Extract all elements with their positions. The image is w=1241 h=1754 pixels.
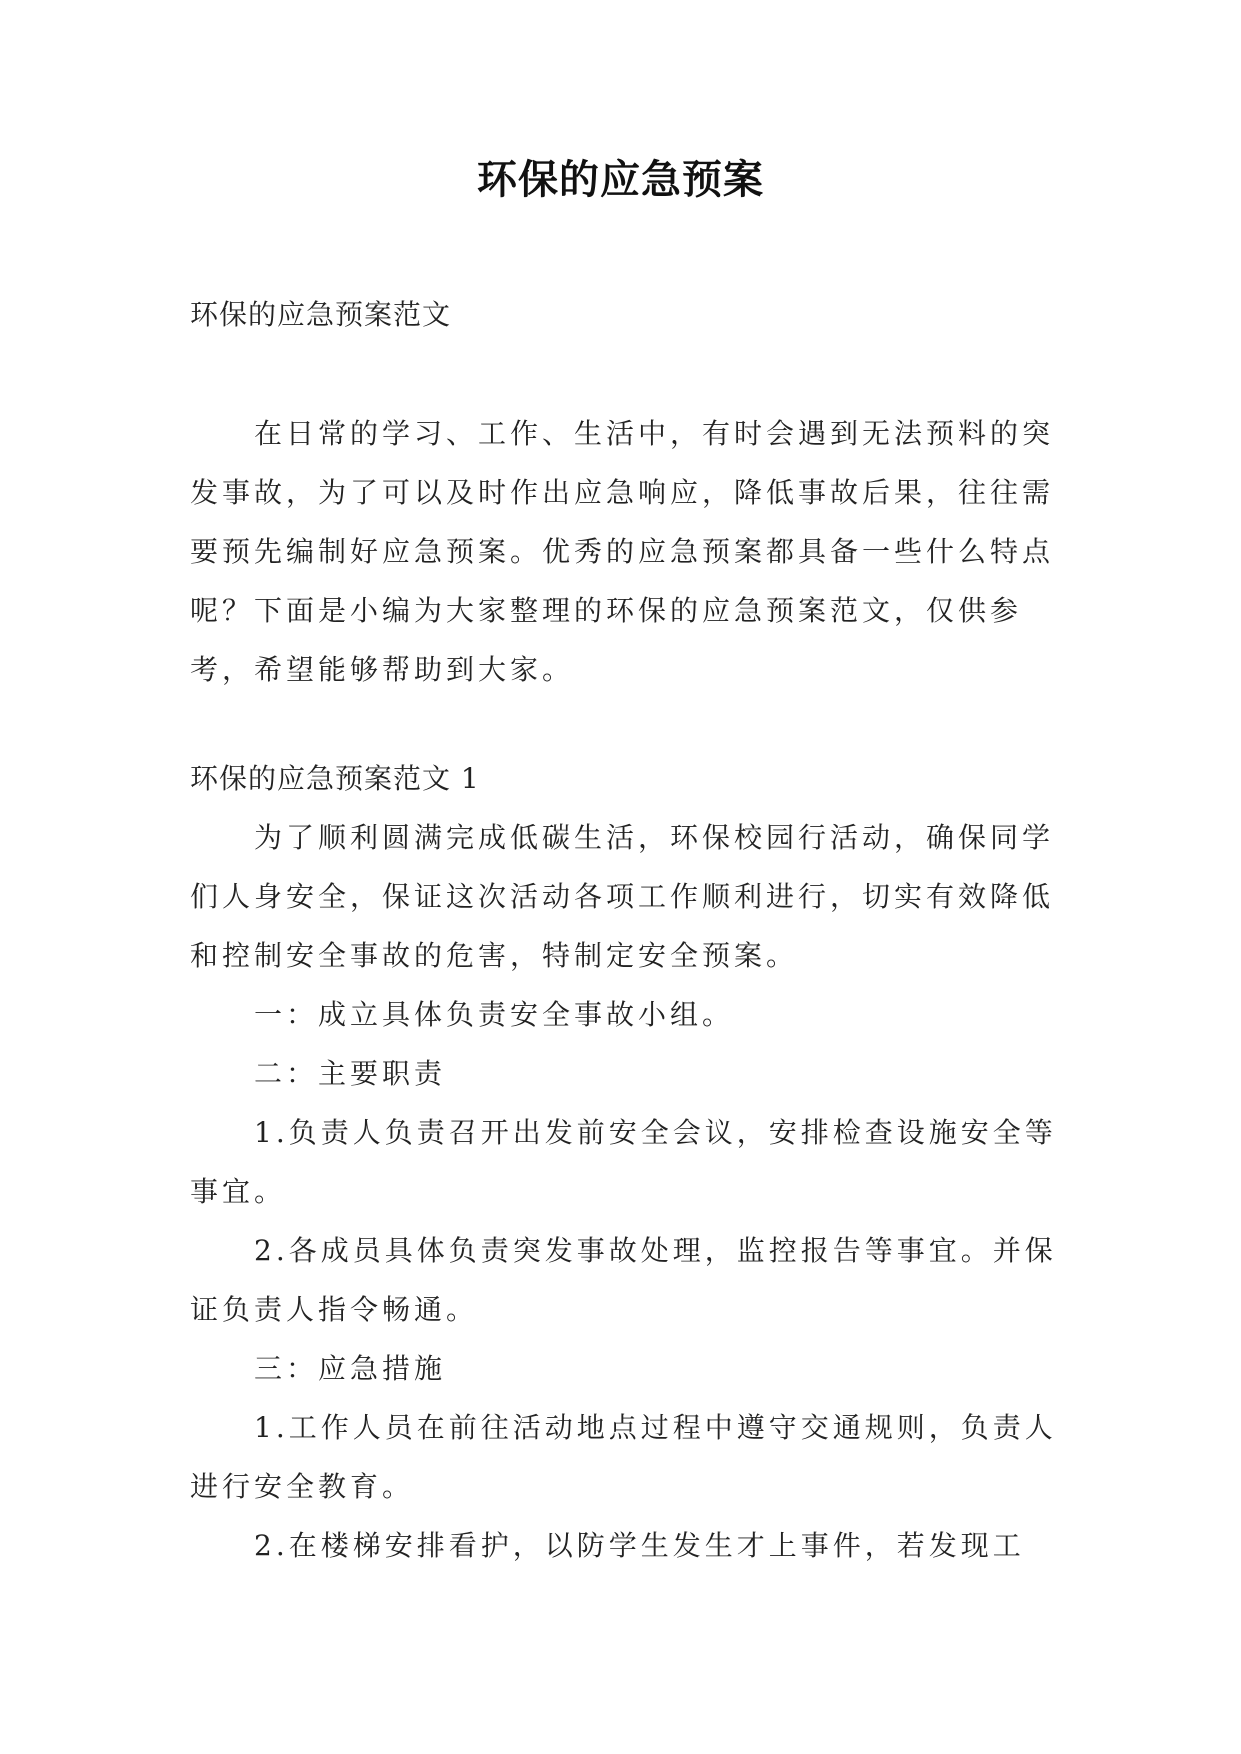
paragraph-duty-2: 2.各成员具体负责突发事故处理，监控报告等事宜。并保证负责人指令畅通。 <box>190 1234 1057 1326</box>
paragraph-measure-1: 1.工作人员在前往活动地点过程中遵守交通规则，负责人进行安全教育。 <box>190 1411 1057 1503</box>
document-subtitle: 环保的应急预案范文 <box>190 298 452 331</box>
section-body <box>190 808 1070 1575</box>
intro-paragraph: 在日常的学习、工作、生活中，有时会遇到无法预料的突发事故，为了可以及时作出应急响应，降低事故后果，往往需要预先编制好应急预案。优秀的应急预案都具备一些什么特点呢？下面是小编为大家整理的环保的应急预案范文，仅供参考，希望能够帮助到大家。 <box>190 417 1055 686</box>
paragraph-duty-1: 1.负责人负责召开出发前安全会议，安排检查设施安全等事宜。 <box>190 1116 1057 1208</box>
document-title: 环保的应急预案 <box>477 157 764 203</box>
intro-section <box>190 404 1070 699</box>
paragraph-purpose: 为了顺利圆满完成低碳生活，环保校园行活动，确保同学们人身安全，保证这次活动各项工作顺利进行，切实有效降低和控制安全事故的危害，特制定安全预案。 <box>190 821 1055 972</box>
section-heading: 环保的应急预案范文 1 <box>190 762 480 795</box>
paragraph-item-two: 二：主要职责 <box>254 1057 447 1090</box>
paragraph-measure-2: 2.在楼梯安排看护，以防学生发生才上事件，若发现工 <box>254 1529 1025 1562</box>
paragraph-item-three: 三：应急措施 <box>254 1352 447 1385</box>
paragraph-item-one: 一：成立具体负责安全事故小组。 <box>254 998 735 1031</box>
